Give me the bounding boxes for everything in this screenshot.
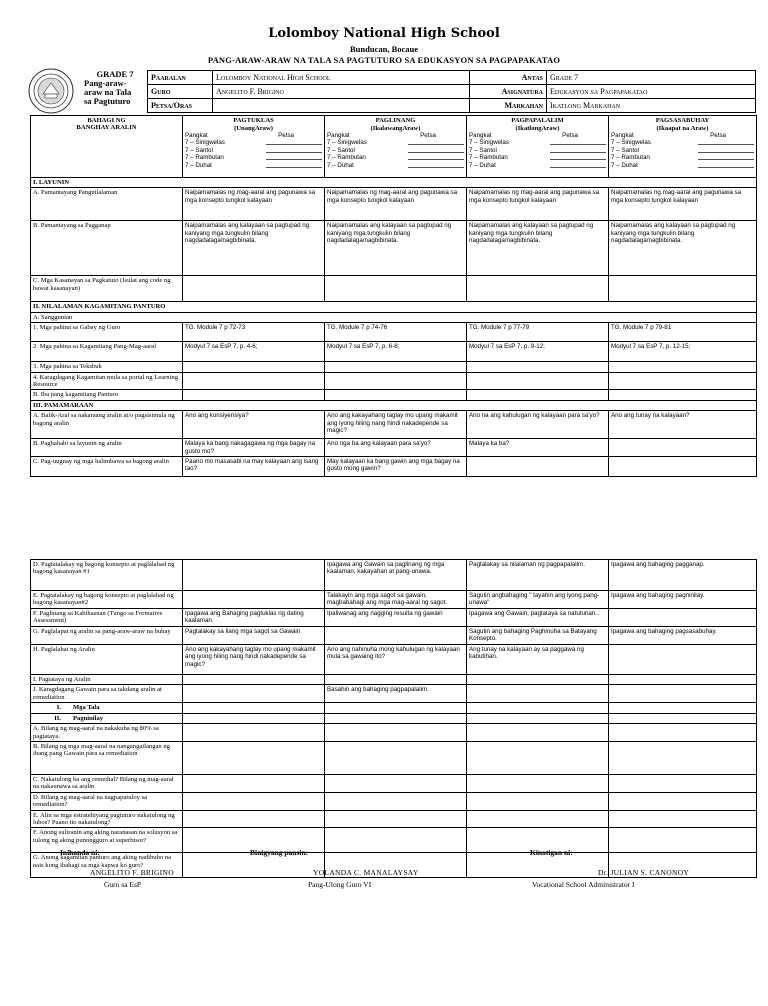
cell: Ano ang konsiyensiya? bbox=[183, 411, 325, 439]
row-label: D. Bilang ng mag-aaral na nagpapatuloy sa remediation? bbox=[31, 792, 183, 810]
section-label: 7 – Duhat bbox=[327, 161, 354, 169]
cell: Pagtalakay sa ilang mga sagot sa Gawain bbox=[183, 627, 325, 645]
day-name: PAGTUKLAS bbox=[233, 117, 274, 124]
cell: Ano ang tunay na kalayaan? bbox=[609, 411, 757, 439]
row-label: B. Paghahabi sa layunin ng aralin bbox=[31, 439, 183, 457]
section-label: 7 – Rambutan bbox=[327, 154, 366, 162]
row-label: J. Karagdagang Gawain para sa takdang aralin at remediation bbox=[31, 685, 183, 703]
cell: Paano mo masasabi na may kalayaan ang isang tao? bbox=[183, 457, 325, 477]
cell: Naipamamalas ang kalayaan sa pagtupad ng kaniyang mga tungkulin bilang nagdadalaga/nagbibinata. bbox=[609, 221, 757, 276]
inihanda-label: Inihanda ni: bbox=[60, 848, 100, 857]
cell: Sagutin ang bahaging Paghinuha sa Batayang Konsepto. bbox=[467, 627, 609, 645]
cell bbox=[183, 560, 325, 591]
day-header-2 bbox=[325, 116, 467, 178]
lesson-plan-table bbox=[30, 115, 757, 878]
row-label: E. Alin sa mga estratehiyang pagtuturo nakatulong ng lubos? Paano ito nakatulong? bbox=[31, 810, 183, 828]
sanggunian-heading: A. Sanggunian bbox=[31, 312, 757, 322]
document-title: PANG-ARAW-ARAW NA TALA SA PAGTUTURO SA EDUKASYON SA PAGPAPAKATAO bbox=[207, 55, 561, 65]
section-label: 7 – Sinigwelas bbox=[611, 139, 651, 147]
section-label: 7 – Santol bbox=[611, 146, 639, 154]
row-label: B. Bilang ng mga mag-aaral na nangangailangan ng ibang pang Gawain para sa remediation bbox=[31, 741, 183, 774]
section-label: 7 – Santol bbox=[327, 146, 355, 154]
prepared-by-role: Guro sa EsP bbox=[104, 880, 142, 889]
cell: Modyul 7 sa EsP 7, p. 9-12; bbox=[467, 342, 609, 362]
tala-num: I. bbox=[56, 704, 61, 712]
cell bbox=[609, 645, 757, 675]
header-info-table bbox=[147, 70, 756, 113]
pangkat-label: Pangkat bbox=[611, 132, 634, 139]
cell: Talakayin ang mga sagot sa gawain, magbabahagi ang mga mag-aaral ng sagot. bbox=[325, 591, 467, 609]
day-name: PAGLINANG bbox=[375, 117, 416, 124]
cell: Naipamamalas ng mag-aaral ang pagunawa sa mga konsepto tungkol kalayaan bbox=[183, 188, 325, 221]
bahagi-line-2: BANGHAY ARALIN bbox=[76, 124, 137, 132]
tala-label: Mga Tala bbox=[73, 704, 100, 712]
markahan-label: Markahan bbox=[470, 99, 547, 113]
row-label: A. Bilang ng mag-aaral na nakakuha ng 80% sa pagtataya. bbox=[31, 724, 183, 742]
cell: May kalayaan ka bang gawin ang mga bagay na gusto mong gawin? bbox=[325, 457, 467, 477]
cell: Ano ang kakayahang taglay mo upang makamit ang iyong hiling nang hindi nakadepende sa magic? bbox=[183, 645, 325, 675]
cell: Pagtalakay sa nilalaman ng pagpapalalim. bbox=[467, 560, 609, 591]
guro-label: Guro bbox=[148, 85, 213, 99]
cell: Ipagawa ang Bahaging pagtuklas ng dating kaalaman. bbox=[183, 609, 325, 627]
cell: Ang tunay na kalayaan ay sa paggawa ng kabutihan. bbox=[467, 645, 609, 675]
paaralan-label: Paaralan bbox=[148, 71, 213, 85]
markahan-value: Ikatlong Markahan bbox=[547, 99, 756, 113]
noted-by-role: Pang-Ulong Guro VI bbox=[308, 880, 372, 889]
day-sub: (IkalawangAraw) bbox=[370, 124, 421, 132]
section-label: 7 – Duhat bbox=[469, 161, 496, 169]
section-label: 7 – Duhat bbox=[611, 161, 638, 169]
cell: TG. Module 7 p 79-81 bbox=[609, 323, 757, 342]
nilalaman-heading: II. NILALAMAN KAGAMITANG PANTURO bbox=[31, 302, 757, 312]
petsa-label: Petsa/Oras bbox=[148, 99, 213, 113]
day-sub: (Ikaapat na Araw) bbox=[656, 124, 709, 132]
row-label: C. Mga Kasanayan sa Pagkatuto (Isulat ang code ng bawat kasanayan) bbox=[31, 276, 183, 302]
row-label: F. Anong suliranin ang aking naranasan na solusyon sa tulong ng aking punongguro at superbisor? bbox=[31, 828, 183, 853]
section-label: 7 – Rambutan bbox=[469, 154, 508, 162]
asignatura-value: Edukasyon sa Pagpapakatao bbox=[547, 85, 756, 99]
row-label: G. Anong kagamitan panturo ang aking nadibuho na nais kong ibahagi sa mga kapwa ko guro? bbox=[31, 853, 183, 878]
noted-by-name: YOLANDA C. MANALAYSAY bbox=[313, 868, 419, 877]
asignatura-label: Asignatura bbox=[470, 85, 547, 99]
cell bbox=[609, 609, 757, 627]
row-label: B. Iba pang kagamitang Panturo bbox=[31, 390, 183, 400]
grade-line-2: araw na Tala bbox=[84, 87, 132, 97]
day-header-1 bbox=[183, 116, 325, 178]
section-label: 7 – Sinigwelas bbox=[469, 139, 509, 147]
row-label: B. Pamantayang sa Pagganap bbox=[31, 221, 183, 276]
cell: Modyul 7 sa EsP 7, p. 4-6; bbox=[183, 342, 325, 362]
cell: Ipagawa ang bahaging pagninilay. bbox=[609, 591, 757, 609]
school-address: Bunducan, Bocaue bbox=[349, 44, 419, 54]
cell: Ipagawa ang bahaging pagsasabuhay. bbox=[609, 627, 757, 645]
section-label: 7 – Santol bbox=[185, 146, 213, 154]
cell: TG. Module 7 p 74-76 bbox=[325, 323, 467, 342]
grade-label: GRADE 7 bbox=[96, 69, 134, 79]
row-label: 4. Karagdagang Kagamitan mula sa portal ng Learning Resource bbox=[31, 372, 183, 390]
row-label: 3. Mga pahina sa Teksbuk bbox=[31, 362, 183, 372]
cell: Naipamamalas ng mag-aaral ang pagunawa sa mga konsepto tungkol kalayaan bbox=[467, 188, 609, 221]
cell: Naipamamalas ang kalayaan sa pagtupad ng kaniyang mga tungkulin bilang nagdadalaga/nagbibinata. bbox=[325, 221, 467, 276]
day-sub: (UnangAraw) bbox=[234, 124, 273, 132]
grade-line-3: sa Pagtuturo bbox=[84, 96, 131, 106]
bahagi-header bbox=[31, 116, 183, 178]
grade-block bbox=[84, 70, 146, 106]
layunin-heading: I. LAYUNIN bbox=[31, 178, 757, 188]
guro-value: Angelito F. Brigino bbox=[213, 85, 470, 99]
row-label: F. Paglinang sa Kabihasnan (Tungo sa Formative Assessment) bbox=[31, 609, 183, 627]
school-name: Lolomboy National High School bbox=[268, 26, 500, 41]
grade-line-1: Pang-araw- bbox=[84, 78, 127, 88]
row-label: D. Pagtatalakay ng bagong konsepto at paglalahad ng bagong kasanayan #1 bbox=[31, 560, 183, 591]
cell: TG. Module 7 p 72-73 bbox=[183, 323, 325, 342]
cell bbox=[609, 685, 757, 703]
cell bbox=[609, 439, 757, 457]
cell bbox=[609, 457, 757, 477]
section-label: 7 – Sinigwelas bbox=[327, 139, 367, 147]
tala-heading bbox=[31, 703, 183, 713]
cell: Sagutin angbahaging " tayahin ang iyong pang-unawa" bbox=[467, 591, 609, 609]
cell: Malaya ka bang nakagagawa ng mga bagay na gusto mo? bbox=[183, 439, 325, 457]
row-label: 1. Mga pahina sa Gabay ng Guro bbox=[31, 323, 183, 342]
cell: Ano na ang kahulugan ng kalayaan para sa'yo? bbox=[467, 411, 609, 439]
cell bbox=[467, 457, 609, 477]
day-header-3 bbox=[467, 116, 609, 178]
cell: Ano ang kakayahang taglay mo upang makamit ang iyong hiling nang hindi nakadepende sa magic? bbox=[325, 411, 467, 439]
day-name: PAGPAPALALIM bbox=[511, 117, 564, 124]
petsa-col-label: Petsa bbox=[562, 132, 578, 139]
prepared-by-name: ANGELITO F. BRIGINO bbox=[90, 868, 174, 877]
petsa-col-label: Petsa bbox=[278, 132, 294, 139]
cell: Modyul 7 sa EsP 7, p. 6-8; bbox=[325, 342, 467, 362]
row-label: C. Pag-uugnay ng mga halimbawa sa bagong aralin bbox=[31, 457, 183, 477]
cell: Naipamamalas ang kalayaan sa pagtupad ng kaniyang mga tungkulin bilang nagdadalaga/nagbibinata. bbox=[467, 221, 609, 276]
paaralan-value: Lolomboy National High School bbox=[213, 71, 470, 85]
cell: TG. Module 7 p 77-79 bbox=[467, 323, 609, 342]
cell: Ano ang nahinuha mong kahulugan ng kalayaan mula sa gawaing ito? bbox=[325, 645, 467, 675]
cell: Malaya ka ba? bbox=[467, 439, 609, 457]
petsa-col-label: Petsa bbox=[420, 132, 436, 139]
cell bbox=[183, 591, 325, 609]
bahagi-line-1: BAHAGI NG bbox=[87, 117, 126, 124]
cell bbox=[183, 685, 325, 703]
approved-by-role: Vocational School Administrator I bbox=[532, 880, 635, 889]
pangkat-label: Pangkat bbox=[327, 132, 350, 139]
pamamaraan-heading: III. PAMAMARAAN bbox=[31, 400, 757, 410]
row-label: H. Paglalahat ng Aralin bbox=[31, 645, 183, 675]
cell: Naipamamalas ang kalayaan sa pagtupad ng kaniyang mga tungkulin bilang nagdadalaga/nagbibinata. bbox=[183, 221, 325, 276]
cell: Ipagawa ang bahaging pagganap. bbox=[609, 560, 757, 591]
cell: Ano nga ba ang kalayaan para sa'yo? bbox=[325, 439, 467, 457]
cell: Basahin ang bahaging pagpapalalim. bbox=[325, 685, 467, 703]
section-label: 7 – Sinigwelas bbox=[185, 139, 225, 147]
antas-value: Grade 7 bbox=[547, 71, 756, 85]
cell: Modyul 7 sa EsP 7, p. 12-15; bbox=[609, 342, 757, 362]
cell: Ipaliwanag ang nagging resulta ng gawain bbox=[325, 609, 467, 627]
row-label: G. Paglalapat ng aralin sa pang-araw-araw na buhay bbox=[31, 627, 183, 645]
row-label: A. Pamantayang Pangnilalaman bbox=[31, 188, 183, 221]
antas-label: Antas bbox=[470, 71, 547, 85]
section-label: 7 – Santol bbox=[469, 146, 497, 154]
pagninilay-heading bbox=[31, 713, 183, 723]
row-label: E. Pagtatalakay ng bagong konsepto at paglalahad ng bagong kasanayan#2 bbox=[31, 591, 183, 609]
row-label: A. Balik-Aral sa nakaraang aralin at/o pagsisimula ng bagong aralin bbox=[31, 411, 183, 439]
petsa-col-label: Petsa bbox=[710, 132, 726, 139]
section-label: 7 – Rambutan bbox=[611, 154, 650, 162]
row-label: I. Pagtataya ng Aralin bbox=[31, 675, 183, 685]
day-sub: (IkatlongAraw) bbox=[515, 124, 560, 132]
day-header-4 bbox=[609, 116, 757, 178]
cell: Ipagawa ang Gawain sa paglinang ng mga kaalaman, kakayahan at pang-unawa. bbox=[325, 560, 467, 591]
pagninilay-label: Pagninilay bbox=[73, 714, 104, 722]
day-name: PAGSASABUHAY bbox=[655, 117, 710, 124]
pangkat-label: Pangkat bbox=[469, 132, 492, 139]
cell bbox=[467, 685, 609, 703]
kinatigan-label: Kinatigan ni: bbox=[530, 848, 573, 857]
pagninilay-num: II. bbox=[54, 714, 61, 722]
section-label: 7 – Rambutan bbox=[185, 154, 224, 162]
deped-seal-logo bbox=[28, 68, 74, 114]
row-label: 2. Mga pahina sa Kagamitang Pang-Mag-aaral bbox=[31, 342, 183, 362]
pangkat-label: Pangkat bbox=[185, 132, 208, 139]
row-label: C. Nakatulong ba ang remedial? Bilang ng mag-aaral na nakaunawa sa aralin bbox=[31, 774, 183, 792]
cell: Ipagawa ang Gawain, pagtataya sa natutunan.. bbox=[467, 609, 609, 627]
approved-by-name: Dr. JULIAN S. CANONOY bbox=[598, 868, 690, 877]
binigyang-label: Binigyang pansin: bbox=[250, 848, 309, 857]
cell: Naipamamalas ng mag-aaral ang pagunawa sa mga konsepto tungkol kalayaan bbox=[325, 188, 467, 221]
cell: Naipamamalas ng mag-aaral ang pagunawa sa mga konsepto tungkol kalayaan bbox=[609, 188, 757, 221]
petsa-value bbox=[213, 99, 470, 113]
section-label: 7 – Duhat bbox=[185, 161, 212, 169]
cell bbox=[325, 627, 467, 645]
